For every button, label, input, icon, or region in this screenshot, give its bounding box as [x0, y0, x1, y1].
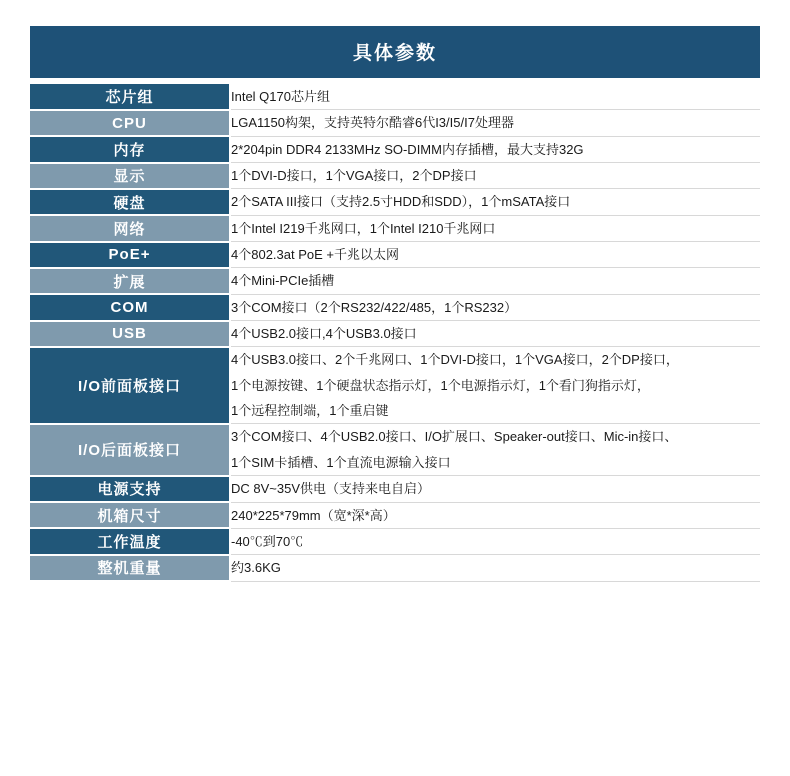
- spec-label: PoE+: [30, 242, 230, 268]
- table-row: [30, 242, 760, 268]
- table-row: [30, 110, 760, 136]
- spec-label: I/O后面板接口: [30, 424, 230, 476]
- table-row: [30, 215, 760, 241]
- spec-value-line: 2个SATA III接口（支持2.5寸HDD和SDD），1个mSATA接口: [231, 194, 571, 210]
- spec-value: [230, 476, 760, 502]
- table-row: [30, 476, 760, 502]
- spec-value-line: 240*225*79mm（宽*深*高）: [231, 507, 396, 523]
- spec-label: 芯片组: [30, 84, 230, 110]
- spec-label: 工作温度: [30, 528, 230, 554]
- table-row: [30, 163, 760, 189]
- spec-value-line: 1个远程控制端，1个重启键: [231, 403, 389, 419]
- spec-value-line: 1个电源按键、1个硬盘状态指示灯，1个电源指示灯，1个看门狗指示灯，: [231, 377, 650, 393]
- spec-value-line: Intel Q170芯片组: [231, 89, 330, 104]
- table-row: [30, 555, 760, 581]
- table-row: [30, 189, 760, 215]
- spec-label: COM: [30, 294, 230, 320]
- table-row: [30, 84, 760, 110]
- table-row: [30, 136, 760, 162]
- spec-value-line: 1个DVI-D接口，1个VGA接口，2个DP接口: [231, 168, 477, 184]
- spec-value-line: -40℃到70℃: [231, 533, 304, 549]
- spec-table-body: [30, 84, 760, 581]
- spec-value-line: 1个SIM卡插槽、1个直流电源输入接口: [231, 454, 451, 470]
- spec-label: 显示: [30, 163, 230, 189]
- table-row: [30, 268, 760, 294]
- spec-value: [230, 84, 760, 110]
- table-row: [30, 347, 760, 424]
- spec-value: [230, 268, 760, 294]
- spec-label: 网络: [30, 215, 230, 241]
- spec-table: [30, 84, 760, 582]
- spec-value: [230, 163, 760, 189]
- spec-value-line: LGA1150构架，支持英特尔酷睿6代I3/I5/I7处理器: [231, 115, 514, 131]
- spec-value: [230, 347, 760, 424]
- spec-value: [230, 528, 760, 554]
- spec-label: 机箱尺寸: [30, 502, 230, 528]
- spec-label: USB: [30, 321, 230, 347]
- spec-value: [230, 555, 760, 581]
- spec-value-line: 4个USB2.0接口,4个USB3.0接口: [231, 326, 417, 342]
- spec-value: [230, 136, 760, 162]
- spec-label: CPU: [30, 110, 230, 136]
- table-row: [30, 321, 760, 347]
- spec-value-line: 3个COM接口（2个RS232/422/485，1个RS232）: [231, 299, 518, 315]
- table-row: [30, 424, 760, 476]
- spec-value: [230, 215, 760, 241]
- spec-label: I/O前面板接口: [30, 347, 230, 424]
- spec-value: [230, 189, 760, 215]
- spec-value: [230, 110, 760, 136]
- spec-label: 电源支持: [30, 476, 230, 502]
- table-row: [30, 502, 760, 528]
- spec-value: [230, 321, 760, 347]
- spec-value: [230, 502, 760, 528]
- page-title: 具体参数: [30, 26, 760, 78]
- spec-value: [230, 242, 760, 268]
- table-row: [30, 528, 760, 554]
- spec-label: 扩展: [30, 268, 230, 294]
- spec-value-line: 4个USB3.0接口、2个千兆网口、1个DVI-D接口，1个VGA接口，2个DP接口，: [231, 352, 679, 368]
- spec-value-line: 2*204pin DDR4 2133MHz SO-DIMM内存插槽，最大支持32G: [231, 141, 584, 157]
- spec-value-line: 约3.6KG: [231, 560, 281, 576]
- spec-value-line: 4个Mini-PCIe插槽: [231, 273, 335, 289]
- spec-label: 内存: [30, 136, 230, 162]
- spec-value-line: 4个802.3at PoE +千兆以太网: [231, 247, 399, 263]
- table-row: [30, 294, 760, 320]
- spec-value: [230, 424, 760, 476]
- spec-value-line: 3个COM接口、4个USB2.0接口、I/O扩展口、Speaker-out接口、Mic-in接口、: [231, 429, 678, 445]
- spec-label: 硬盘: [30, 189, 230, 215]
- spec-value-line: DC 8V~35V供电（支持来电自启）: [231, 481, 431, 497]
- spec-value: [230, 294, 760, 320]
- spec-label: 整机重量: [30, 555, 230, 581]
- spec-value-line: 1个Intel I219千兆网口，1个Intel I210千兆网口: [231, 220, 496, 236]
- spec-sheet: [30, 0, 760, 582]
